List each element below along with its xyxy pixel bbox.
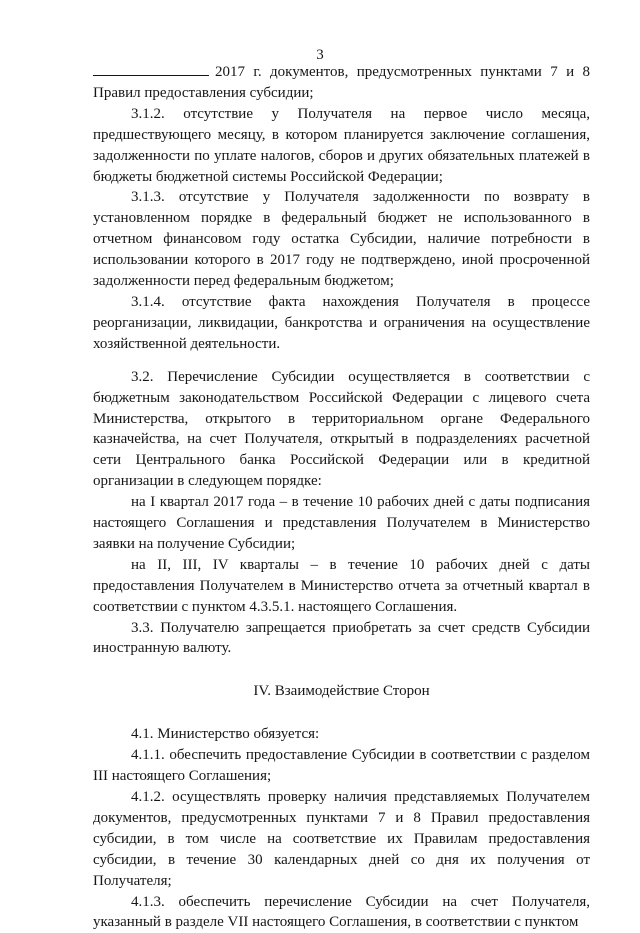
paragraphs-after-heading xyxy=(93,724,590,933)
paragraph-text: на I квартал 2017 года – в течение 10 рабочих дней с даты подписания настоящего Соглашения и представления Получателем в Министерство заявки на получение Субсидии; xyxy=(93,494,590,552)
paragraph-text: 3.1.4. отсутствие факта нахождения Получателя в процессе реорганизации, ликвидации, банкротства и ограничения на осуществление хозяйственной деятельности. xyxy=(93,293,590,352)
paragraph-p2 xyxy=(93,187,590,292)
paragraph-p9 xyxy=(93,745,590,787)
blank-line xyxy=(93,62,209,76)
paragraph-text: 4.1. Министерство обязуется: xyxy=(131,726,320,743)
section-heading: IV. Взаимодействие Сторон xyxy=(253,683,430,700)
paragraph-p10 xyxy=(93,787,590,892)
paragraph-text: 4.1.3. обеспечить перечисление Субсидии на счет Получателя, указанный в разделе VII настоящего Соглашения, в соответствии с пунктом xyxy=(93,893,590,931)
paragraph-p8 xyxy=(93,724,590,745)
paragraph-text: 3.1.3. отсутствие у Получателя задолженности по возврату в установленном порядке в федеральный бюджет не использованного в отчетном финансовом году остатка Субсидии, наличие потребности в использовании которого в 2017 году не подтверждено, иной просроченной задолженности перед федеральным бюджетом; xyxy=(93,189,590,290)
paragraph-p5 xyxy=(93,492,590,555)
paragraph-p7 xyxy=(93,618,590,660)
paragraph-text: 3.1.2. отсутствие у Получателя на первое число месяца, предшествующего месяцу, в котором планируется заключение соглашения, задолженности по уплате налогов, сборов и других обязательных платежей в бюджеты бюджетной системы Российской Федерации; xyxy=(93,105,590,185)
paragraph-p4 xyxy=(93,367,590,492)
paragraph-text: 4.1.2. осуществлять проверку наличия представляемых Получателем документов, предусмотренных пунктами 7 и 8 Правил предоставления субсидии, в том числе на соответствие их Правилам предоставления субсидии, в течение 30 календарных дней со дня их получения от Получателя; xyxy=(93,789,590,889)
paragraph-p0 xyxy=(93,62,590,104)
paragraphs-before-heading xyxy=(93,62,590,659)
paragraph-p3 xyxy=(93,292,590,355)
paragraph-p6 xyxy=(93,555,590,618)
paragraph-text: 4.1.1. обеспечить предоставление Субсидии в соответствии с разделом III настоящего Соглашения; xyxy=(93,747,590,785)
paragraph-p11 xyxy=(93,892,590,933)
paragraph-text: на II, III, IV кварталы – в течение 10 рабочих дней с даты предоставления Получателем в Министерство отчета за отчетный квартал в соответствии с пунктом 4.3.5.1. настоящего Соглашения. xyxy=(93,556,590,615)
paragraph-p1 xyxy=(93,104,590,188)
paragraph-text: 3.2. Перечисление Субсидии осуществляется в соответствии с бюджетным законодательством Российской Федерации с лицевого счета Министерства, открытого в территориальном органе Федерального казначейства, на счет Получателя, открытый в подразделениях расчетной сети Центрального банка Российской Федерации или в кредитной организации в следующем порядке: xyxy=(93,368,590,490)
document-body xyxy=(93,62,590,933)
paragraph-text: 3.3. Получателю запрещается приобретать за счет средств Субсидии иностранную валюту. xyxy=(93,619,590,657)
paragraph-text: 2017 г. документов, предусмотренных пунктами 7 и 8 Правил предоставления субсидии; xyxy=(93,64,590,101)
page-number: 3 xyxy=(316,47,324,63)
